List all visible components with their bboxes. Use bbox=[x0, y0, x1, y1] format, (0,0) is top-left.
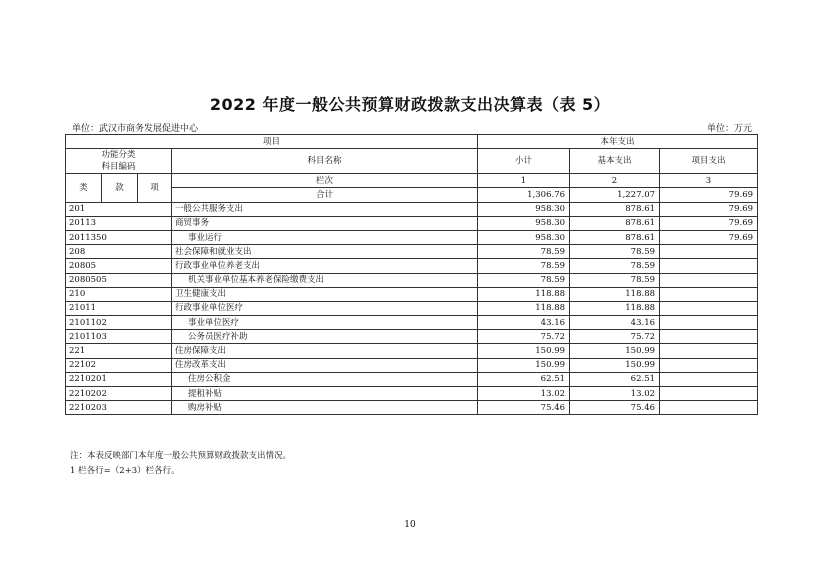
header-col-3: 3 bbox=[660, 174, 758, 188]
header-item: 项目 bbox=[66, 135, 478, 149]
row-subject-name: 事业单位医疗 bbox=[172, 316, 478, 330]
total-basic: 1,227.07 bbox=[570, 188, 660, 202]
row-code: 210 bbox=[66, 287, 172, 301]
header-lei: 类 bbox=[66, 174, 102, 202]
row-subtotal: 118.88 bbox=[478, 301, 570, 315]
row-subtotal: 78.59 bbox=[478, 245, 570, 259]
row-project-expense bbox=[660, 287, 758, 301]
row-subject-name: 机关事业单位基本养老保险缴费支出 bbox=[172, 273, 478, 287]
row-basic-expense: 75.46 bbox=[570, 401, 660, 415]
header-row-2 bbox=[66, 149, 758, 174]
row-basic-expense: 878.61 bbox=[570, 202, 660, 216]
row-subtotal: 150.99 bbox=[478, 358, 570, 372]
row-subject-name: 提租补贴 bbox=[172, 387, 478, 401]
row-code: 2080505 bbox=[66, 273, 172, 287]
table-row bbox=[66, 401, 758, 415]
row-subject-name: 卫生健康支出 bbox=[172, 287, 478, 301]
header-basic-expense: 基本支出 bbox=[570, 149, 660, 174]
row-project-expense bbox=[660, 387, 758, 401]
header-xiang: 项 bbox=[138, 174, 172, 202]
row-subject-name: 住房公积金 bbox=[172, 372, 478, 386]
total-label: 合计 bbox=[172, 188, 478, 202]
row-code: 201 bbox=[66, 202, 172, 216]
row-project-expense bbox=[660, 344, 758, 358]
table-row bbox=[66, 387, 758, 401]
row-subject-name: 商贸事务 bbox=[172, 216, 478, 230]
row-subject-name: 行政事业单位医疗 bbox=[172, 301, 478, 315]
page-title: 2022 年度一般公共预算财政拨款支出决算表（表 5） bbox=[209, 95, 611, 114]
row-subject-name: 社会保障和就业支出 bbox=[172, 245, 478, 259]
table-row bbox=[66, 316, 758, 330]
note-line-1: 注：本表反映部门本年度一般公共预算财政拨款支出情况。 bbox=[70, 451, 292, 461]
row-subtotal: 78.59 bbox=[478, 273, 570, 287]
row-basic-expense: 75.72 bbox=[570, 330, 660, 344]
row-project-expense: 79.69 bbox=[660, 230, 758, 244]
table-body bbox=[66, 135, 758, 415]
row-project-expense bbox=[660, 301, 758, 315]
row-code: 2101103 bbox=[66, 330, 172, 344]
table-row bbox=[66, 216, 758, 230]
table-row bbox=[66, 372, 758, 386]
table-row bbox=[66, 202, 758, 216]
header-row-3 bbox=[66, 174, 758, 188]
table-row bbox=[66, 245, 758, 259]
row-code: 2101102 bbox=[66, 316, 172, 330]
row-subtotal: 75.46 bbox=[478, 401, 570, 415]
table-row bbox=[66, 301, 758, 315]
row-code: 20805 bbox=[66, 259, 172, 273]
header-subtotal: 小计 bbox=[478, 149, 570, 174]
row-project-expense bbox=[660, 245, 758, 259]
row-subtotal: 62.51 bbox=[478, 372, 570, 386]
row-basic-expense: 150.99 bbox=[570, 358, 660, 372]
row-subject-name: 住房改革支出 bbox=[172, 358, 478, 372]
header-func-class-line2: 科目编码 bbox=[101, 162, 136, 173]
row-code: 22102 bbox=[66, 358, 172, 372]
header-col-2: 2 bbox=[570, 174, 660, 188]
table-row bbox=[66, 259, 758, 273]
row-subject-name: 一般公共服务支出 bbox=[172, 202, 478, 216]
row-subtotal: 958.30 bbox=[478, 202, 570, 216]
row-subtotal: 75.72 bbox=[478, 330, 570, 344]
row-code: 20113 bbox=[66, 216, 172, 230]
total-subtotal: 1,306.76 bbox=[478, 188, 570, 202]
row-code: 2210202 bbox=[66, 387, 172, 401]
table-row bbox=[66, 358, 758, 372]
header-column-index: 栏次 bbox=[172, 174, 478, 188]
header-current-year-expense: 本年支出 bbox=[478, 135, 758, 149]
row-basic-expense: 62.51 bbox=[570, 372, 660, 386]
header-row-1 bbox=[66, 135, 758, 149]
table-row bbox=[66, 344, 758, 358]
row-project-expense bbox=[660, 372, 758, 386]
row-subtotal: 43.16 bbox=[478, 316, 570, 330]
row-basic-expense: 13.02 bbox=[570, 387, 660, 401]
row-basic-expense: 878.61 bbox=[570, 230, 660, 244]
row-project-expense: 79.69 bbox=[660, 202, 758, 216]
row-subject-name: 事业运行 bbox=[172, 230, 478, 244]
row-basic-expense: 43.16 bbox=[570, 316, 660, 330]
row-project-expense bbox=[660, 330, 758, 344]
row-basic-expense: 878.61 bbox=[570, 216, 660, 230]
row-project-expense bbox=[660, 259, 758, 273]
header-function-class bbox=[66, 149, 172, 174]
row-basic-expense: 78.59 bbox=[570, 273, 660, 287]
row-basic-expense: 150.99 bbox=[570, 344, 660, 358]
table-row bbox=[66, 273, 758, 287]
row-project-expense bbox=[660, 273, 758, 287]
header-col-1: 1 bbox=[478, 174, 570, 188]
row-code: 2011350 bbox=[66, 230, 172, 244]
row-subject-name: 购房补贴 bbox=[172, 401, 478, 415]
row-basic-expense: 78.59 bbox=[570, 259, 660, 273]
row-subject-name: 住房保障支出 bbox=[172, 344, 478, 358]
header-kuan: 款 bbox=[102, 174, 138, 202]
row-subtotal: 13.02 bbox=[478, 387, 570, 401]
row-subtotal: 958.30 bbox=[478, 216, 570, 230]
table-row bbox=[66, 230, 758, 244]
row-project-expense bbox=[660, 401, 758, 415]
row-code: 21011 bbox=[66, 301, 172, 315]
row-subtotal: 958.30 bbox=[478, 230, 570, 244]
note-line-2: 1 栏各行=（2+3）栏各行。 bbox=[70, 466, 180, 476]
table-row bbox=[66, 287, 758, 301]
unit-label-right: 单位：万元 bbox=[706, 124, 752, 134]
row-subtotal: 118.88 bbox=[478, 287, 570, 301]
table-row bbox=[66, 330, 758, 344]
row-subtotal: 78.59 bbox=[478, 259, 570, 273]
row-project-expense: 79.69 bbox=[660, 216, 758, 230]
row-code: 208 bbox=[66, 245, 172, 259]
total-project: 79.69 bbox=[660, 188, 758, 202]
row-project-expense bbox=[660, 316, 758, 330]
row-code: 221 bbox=[66, 344, 172, 358]
header-project-expense: 项目支出 bbox=[660, 149, 758, 174]
row-subject-name: 行政事业单位养老支出 bbox=[172, 259, 478, 273]
row-subtotal: 150.99 bbox=[478, 344, 570, 358]
row-code: 2210203 bbox=[66, 401, 172, 415]
row-project-expense bbox=[660, 358, 758, 372]
row-subject-name: 公务员医疗补助 bbox=[172, 330, 478, 344]
row-basic-expense: 118.88 bbox=[570, 287, 660, 301]
header-subject-name: 科目名称 bbox=[172, 149, 478, 174]
row-basic-expense: 78.59 bbox=[570, 245, 660, 259]
header-func-class-line1: 功能分类 bbox=[101, 150, 136, 161]
unit-label-left: 单位：武汉市商务发展促进中心 bbox=[72, 124, 199, 134]
budget-table bbox=[65, 134, 758, 415]
row-code: 2210201 bbox=[66, 372, 172, 386]
page-number: 10 bbox=[404, 520, 416, 530]
row-basic-expense: 118.88 bbox=[570, 301, 660, 315]
